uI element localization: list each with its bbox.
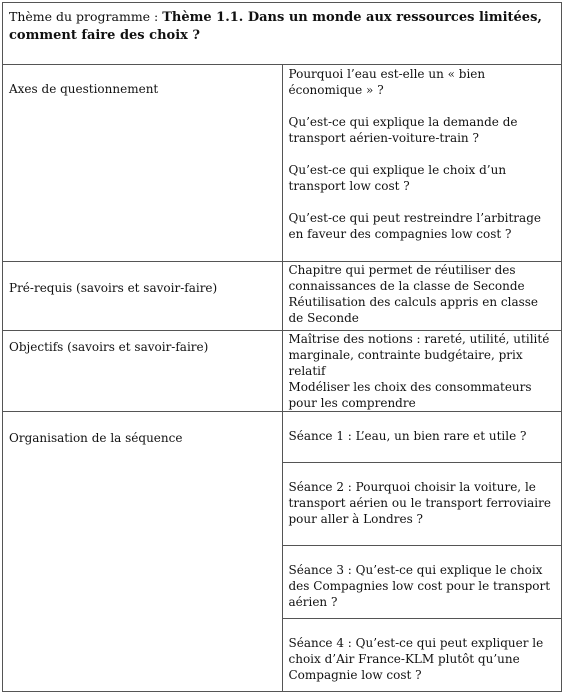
question-item: Qu’est-ce qui peut restreindre l’arbitrage en faveur des compagnies low cost ? <box>288 211 541 241</box>
title-label: Thème du programme : <box>9 9 163 24</box>
axes-questions <box>282 65 562 262</box>
objectifs-label: Objectifs (savoirs et savoir-faire) <box>3 331 283 412</box>
question-item: Qu’est-ce qui explique le choix d’un transport low cost ? <box>288 163 507 193</box>
title-cell <box>3 3 562 65</box>
seance-2: Séance 2 : Pourquoi choisir la voiture, le transport aérien ou le transport ferroviaire pour aller à Londres ? <box>282 463 562 546</box>
question-item: Pourquoi l’eau est-elle un « bien économique » ? <box>288 67 486 97</box>
objectif-item: Maîtrise des notions : rareté, utilité, utilité marginale, contrainte budgétaire, prix relatif <box>288 332 550 378</box>
prerequis-row <box>3 262 562 331</box>
objectifs-row <box>3 331 562 412</box>
programme-table <box>2 2 562 692</box>
prerequis-content <box>282 262 562 331</box>
objectif-item: Modéliser les choix des consommateurs pour les comprendre <box>288 380 532 410</box>
seance-row-1 <box>3 412 562 463</box>
objectifs-content <box>282 331 562 412</box>
prerequis-label: Pré-requis (savoirs et savoir-faire) <box>3 262 283 331</box>
seance-1: Séance 1 : L’eau, un bien rare et utile ? <box>282 412 562 463</box>
organisation-label: Organisation de la séquence <box>3 412 283 692</box>
title-row <box>3 3 562 65</box>
prerequis-item: Chapitre qui permet de réutiliser des connaissances de la classe de Seconde <box>288 263 525 293</box>
prerequis-item: Réutilisation des calculs appris en classe de Seconde <box>288 295 539 325</box>
axes-label: Axes de questionnement <box>3 65 283 262</box>
question-item: Qu’est-ce qui explique la demande de transport aérien-voiture-train ? <box>288 115 518 145</box>
seance-3: Séance 3 : Qu’est-ce qui explique le choix des Compagnies low cost pour le transport aérien ? <box>282 546 562 619</box>
seance-4: Séance 4 : Qu’est-ce qui peut expliquer le choix d’Air France-KLM plutôt qu’une Compagnie low cost ? <box>282 619 562 692</box>
axes-row <box>3 65 562 262</box>
theme-title: Thème 1.1. Dans un monde aux ressources limitées, comment faire des choix ? <box>9 10 542 43</box>
